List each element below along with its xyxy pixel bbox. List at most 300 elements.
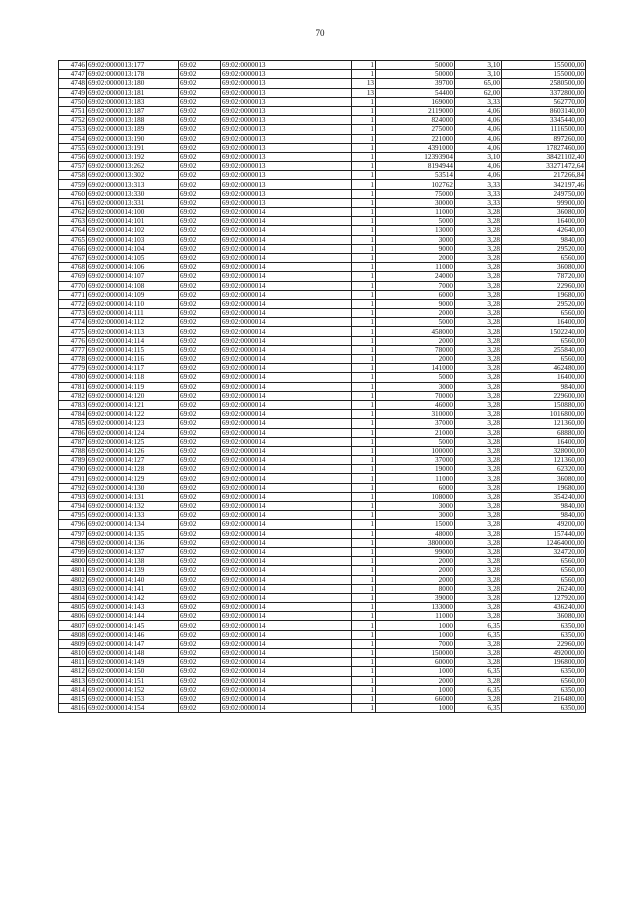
table-row <box>59 70 586 79</box>
cadastral-number-cell: 69:02:0000014:150 <box>87 667 179 676</box>
cadastral-quarter-cell: 69:02:0000014 <box>221 649 352 658</box>
district-code-cell: 69:02 <box>179 428 221 437</box>
row-number-cell: 4785 <box>59 419 87 428</box>
area-cell: 9000 <box>376 299 455 308</box>
row-number-cell: 4779 <box>59 364 87 373</box>
cadastral-value-cell: 6350,00 <box>502 630 586 639</box>
row-number-cell: 4809 <box>59 639 87 648</box>
row-number-cell: 4789 <box>59 456 87 465</box>
area-cell: 19000 <box>376 465 455 474</box>
specific-value-cell: 3,28 <box>455 244 502 253</box>
area-cell: 3000 <box>376 235 455 244</box>
specific-value-cell: 3,28 <box>455 309 502 318</box>
cadastral-number-cell: 69:02:0000014:124 <box>87 428 179 437</box>
area-cell: 5000 <box>376 373 455 382</box>
district-code-cell: 69:02 <box>179 639 221 648</box>
specific-value-cell: 3,28 <box>455 529 502 538</box>
row-number-cell: 4806 <box>59 612 87 621</box>
cadastral-quarter-cell: 69:02:0000013 <box>221 134 352 143</box>
cadastral-value-cell: 99900,00 <box>502 198 586 207</box>
cadastral-number-cell: 69:02:0000014:144 <box>87 612 179 621</box>
cadastral-number-cell: 69:02:0000013:190 <box>87 134 179 143</box>
cadastral-value-cell: 6560,00 <box>502 676 586 685</box>
cadastral-quarter-cell: 69:02:0000014 <box>221 593 352 602</box>
cadastral-value-cell: 78720,00 <box>502 272 586 281</box>
specific-value-cell: 6,35 <box>455 667 502 676</box>
group-code-cell: 1 <box>352 502 376 511</box>
cadastral-number-cell: 69:02:0000014:133 <box>87 511 179 520</box>
district-code-cell: 69:02 <box>179 382 221 391</box>
cadastral-quarter-cell: 69:02:0000014 <box>221 465 352 474</box>
row-number-cell: 4801 <box>59 566 87 575</box>
specific-value-cell: 3,28 <box>455 566 502 575</box>
district-code-cell: 69:02 <box>179 70 221 79</box>
cadastral-number-cell: 69:02:0000014:146 <box>87 630 179 639</box>
specific-value-cell: 3,28 <box>455 557 502 566</box>
row-number-cell: 4750 <box>59 97 87 106</box>
row-number-cell: 4786 <box>59 428 87 437</box>
cadastral-number-cell: 69:02:0000014:123 <box>87 419 179 428</box>
cadastral-number-cell: 69:02:0000013:180 <box>87 79 179 88</box>
group-code-cell: 1 <box>352 180 376 189</box>
row-number-cell: 4751 <box>59 106 87 115</box>
cadastral-quarter-cell: 69:02:0000014 <box>221 327 352 336</box>
area-cell: 141000 <box>376 364 455 373</box>
row-number-cell: 4758 <box>59 171 87 180</box>
group-code-cell: 1 <box>352 70 376 79</box>
cadastral-value-cell: 3372800,00 <box>502 88 586 97</box>
specific-value-cell: 6,35 <box>455 621 502 630</box>
area-cell: 169000 <box>376 97 455 106</box>
group-code-cell: 1 <box>352 235 376 244</box>
specific-value-cell: 3,28 <box>455 336 502 345</box>
area-cell: 70000 <box>376 391 455 400</box>
table-row <box>59 79 586 88</box>
row-number-cell: 4759 <box>59 180 87 189</box>
table-body <box>59 61 586 713</box>
district-code-cell: 69:02 <box>179 61 221 70</box>
area-cell: 1000 <box>376 630 455 639</box>
specific-value-cell: 3,28 <box>455 419 502 428</box>
district-code-cell: 69:02 <box>179 180 221 189</box>
specific-value-cell: 6,35 <box>455 685 502 694</box>
cadastral-quarter-cell: 69:02:0000014 <box>221 547 352 556</box>
district-code-cell: 69:02 <box>179 446 221 455</box>
district-code-cell: 69:02 <box>179 171 221 180</box>
table-row <box>59 676 586 685</box>
cadastral-number-cell: 69:02:0000014:114 <box>87 336 179 345</box>
district-code-cell: 69:02 <box>179 547 221 556</box>
cadastral-quarter-cell: 69:02:0000014 <box>221 483 352 492</box>
specific-value-cell: 3,28 <box>455 649 502 658</box>
group-code-cell: 1 <box>352 336 376 345</box>
specific-value-cell: 4,06 <box>455 106 502 115</box>
district-code-cell: 69:02 <box>179 198 221 207</box>
district-code-cell: 69:02 <box>179 520 221 529</box>
cadastral-value-cell: 436240,00 <box>502 603 586 612</box>
group-code-cell: 1 <box>352 134 376 143</box>
row-number-cell: 4774 <box>59 318 87 327</box>
cadastral-number-cell: 69:02:0000013:181 <box>87 88 179 97</box>
specific-value-cell: 3,28 <box>455 290 502 299</box>
table-row <box>59 538 586 547</box>
cadastral-value-cell: 1016800,00 <box>502 410 586 419</box>
row-number-cell: 4755 <box>59 143 87 152</box>
row-number-cell: 4752 <box>59 116 87 125</box>
group-code-cell: 1 <box>352 162 376 171</box>
row-number-cell: 4799 <box>59 547 87 556</box>
cadastral-quarter-cell: 69:02:0000014 <box>221 685 352 694</box>
cadastral-number-cell: 69:02:0000014:149 <box>87 658 179 667</box>
district-code-cell: 69:02 <box>179 593 221 602</box>
cadastral-quarter-cell: 69:02:0000014 <box>221 667 352 676</box>
cadastral-value-cell: 6350,00 <box>502 621 586 630</box>
cadastral-value-cell: 29520,00 <box>502 244 586 253</box>
cadastral-quarter-cell: 69:02:0000014 <box>221 419 352 428</box>
cadastral-value-cell: 68880,00 <box>502 428 586 437</box>
district-code-cell: 69:02 <box>179 400 221 409</box>
district-code-cell: 69:02 <box>179 612 221 621</box>
group-code-cell: 1 <box>352 226 376 235</box>
area-cell: 60000 <box>376 658 455 667</box>
cadastral-value-table <box>58 60 586 713</box>
district-code-cell: 69:02 <box>179 465 221 474</box>
cadastral-quarter-cell: 69:02:0000014 <box>221 676 352 685</box>
cadastral-value-cell: 216480,00 <box>502 694 586 703</box>
specific-value-cell: 4,06 <box>455 134 502 143</box>
group-code-cell: 1 <box>352 437 376 446</box>
row-number-cell: 4792 <box>59 483 87 492</box>
cadastral-quarter-cell: 69:02:0000014 <box>221 446 352 455</box>
group-code-cell: 13 <box>352 88 376 97</box>
specific-value-cell: 3,28 <box>455 272 502 281</box>
cadastral-number-cell: 69:02:0000014:107 <box>87 272 179 281</box>
cadastral-quarter-cell: 69:02:0000013 <box>221 97 352 106</box>
table-row <box>59 272 586 281</box>
cadastral-quarter-cell: 69:02:0000014 <box>221 263 352 272</box>
cadastral-number-cell: 69:02:0000013:189 <box>87 125 179 134</box>
cadastral-value-cell: 324720,00 <box>502 547 586 556</box>
row-number-cell: 4782 <box>59 391 87 400</box>
table-row <box>59 612 586 621</box>
table-row <box>59 263 586 272</box>
cadastral-value-cell: 22960,00 <box>502 281 586 290</box>
row-number-cell: 4794 <box>59 502 87 511</box>
table-row <box>59 685 586 694</box>
cadastral-quarter-cell: 69:02:0000014 <box>221 584 352 593</box>
row-number-cell: 4807 <box>59 621 87 630</box>
specific-value-cell: 3,28 <box>455 694 502 703</box>
group-code-cell: 1 <box>352 400 376 409</box>
area-cell: 39700 <box>376 79 455 88</box>
specific-value-cell: 3,28 <box>455 382 502 391</box>
cadastral-value-cell: 36080,00 <box>502 474 586 483</box>
specific-value-cell: 3,28 <box>455 428 502 437</box>
group-code-cell: 1 <box>352 345 376 354</box>
row-number-cell: 4765 <box>59 235 87 244</box>
cadastral-value-cell: 354240,00 <box>502 492 586 501</box>
cadastral-number-cell: 69:02:0000014:130 <box>87 483 179 492</box>
table-row <box>59 465 586 474</box>
row-number-cell: 4798 <box>59 538 87 547</box>
cadastral-quarter-cell: 69:02:0000014 <box>221 456 352 465</box>
row-number-cell: 4749 <box>59 88 87 97</box>
row-number-cell: 4748 <box>59 79 87 88</box>
row-number-cell: 4781 <box>59 382 87 391</box>
area-cell: 6000 <box>376 290 455 299</box>
group-code-cell: 1 <box>352 446 376 455</box>
table-row <box>59 355 586 364</box>
area-cell: 221000 <box>376 134 455 143</box>
table-row <box>59 603 586 612</box>
row-number-cell: 4805 <box>59 603 87 612</box>
specific-value-cell: 3,33 <box>455 189 502 198</box>
row-number-cell: 4800 <box>59 557 87 566</box>
cadastral-number-cell: 69:02:0000014:106 <box>87 263 179 272</box>
area-cell: 458000 <box>376 327 455 336</box>
district-code-cell: 69:02 <box>179 603 221 612</box>
cadastral-value-cell: 6560,00 <box>502 575 586 584</box>
specific-value-cell: 3,28 <box>455 355 502 364</box>
district-code-cell: 69:02 <box>179 538 221 547</box>
row-number-cell: 4797 <box>59 529 87 538</box>
cadastral-quarter-cell: 69:02:0000014 <box>221 290 352 299</box>
cadastral-number-cell: 69:02:0000014:111 <box>87 309 179 318</box>
row-number-cell: 4796 <box>59 520 87 529</box>
cadastral-value-cell: 36080,00 <box>502 263 586 272</box>
district-code-cell: 69:02 <box>179 143 221 152</box>
area-cell: 2000 <box>376 557 455 566</box>
area-cell: 6000 <box>376 483 455 492</box>
table-row <box>59 391 586 400</box>
row-number-cell: 4769 <box>59 272 87 281</box>
specific-value-cell: 65,00 <box>455 79 502 88</box>
district-code-cell: 69:02 <box>179 676 221 685</box>
cadastral-number-cell: 69:02:0000014:110 <box>87 299 179 308</box>
table-row <box>59 327 586 336</box>
group-code-cell: 1 <box>352 290 376 299</box>
specific-value-cell: 3,28 <box>455 253 502 262</box>
row-number-cell: 4814 <box>59 685 87 694</box>
cadastral-value-cell: 562770,00 <box>502 97 586 106</box>
cadastral-value-cell: 29520,00 <box>502 299 586 308</box>
area-cell: 21000 <box>376 428 455 437</box>
specific-value-cell: 3,33 <box>455 97 502 106</box>
cadastral-value-cell: 9840,00 <box>502 511 586 520</box>
table-row <box>59 446 586 455</box>
row-number-cell: 4783 <box>59 400 87 409</box>
cadastral-quarter-cell: 69:02:0000014 <box>221 511 352 520</box>
row-number-cell: 4763 <box>59 217 87 226</box>
specific-value-cell: 3,28 <box>455 208 502 217</box>
row-number-cell: 4776 <box>59 336 87 345</box>
group-code-cell: 1 <box>352 667 376 676</box>
area-cell: 99000 <box>376 547 455 556</box>
group-code-cell: 1 <box>352 704 376 713</box>
group-code-cell: 1 <box>352 694 376 703</box>
table-row <box>59 345 586 354</box>
area-cell: 150000 <box>376 649 455 658</box>
group-code-cell: 1 <box>352 612 376 621</box>
row-number-cell: 4793 <box>59 492 87 501</box>
area-cell: 275000 <box>376 125 455 134</box>
table-row <box>59 171 586 180</box>
cadastral-number-cell: 69:02:0000014:140 <box>87 575 179 584</box>
cadastral-value-cell: 249750,00 <box>502 189 586 198</box>
cadastral-quarter-cell: 69:02:0000014 <box>221 309 352 318</box>
specific-value-cell: 3,28 <box>455 281 502 290</box>
area-cell: 7000 <box>376 639 455 648</box>
area-cell: 12393904 <box>376 152 455 161</box>
specific-value-cell: 62,00 <box>455 88 502 97</box>
specific-value-cell: 3,28 <box>455 483 502 492</box>
cadastral-number-cell: 69:02:0000013:313 <box>87 180 179 189</box>
row-number-cell: 4761 <box>59 198 87 207</box>
area-cell: 48000 <box>376 529 455 538</box>
row-number-cell: 4762 <box>59 208 87 217</box>
area-cell: 3000 <box>376 502 455 511</box>
specific-value-cell: 3,28 <box>455 658 502 667</box>
area-cell: 5000 <box>376 318 455 327</box>
cadastral-value-cell: 127920,00 <box>502 593 586 602</box>
district-code-cell: 69:02 <box>179 437 221 446</box>
cadastral-value-cell: 9840,00 <box>502 502 586 511</box>
cadastral-quarter-cell: 69:02:0000014 <box>221 529 352 538</box>
cadastral-quarter-cell: 69:02:0000014 <box>221 235 352 244</box>
row-number-cell: 4813 <box>59 676 87 685</box>
row-number-cell: 4790 <box>59 465 87 474</box>
cadastral-value-cell: 6560,00 <box>502 309 586 318</box>
row-number-cell: 4811 <box>59 658 87 667</box>
group-code-cell: 1 <box>352 474 376 483</box>
table-row <box>59 382 586 391</box>
specific-value-cell: 3,28 <box>455 502 502 511</box>
specific-value-cell: 3,28 <box>455 520 502 529</box>
cadastral-value-cell: 33271472,64 <box>502 162 586 171</box>
cadastral-quarter-cell: 69:02:0000013 <box>221 88 352 97</box>
cadastral-quarter-cell: 69:02:0000014 <box>221 621 352 630</box>
group-code-cell: 1 <box>352 217 376 226</box>
cadastral-value-cell: 16400,00 <box>502 318 586 327</box>
district-code-cell: 69:02 <box>179 152 221 161</box>
district-code-cell: 69:02 <box>179 658 221 667</box>
table-row <box>59 336 586 345</box>
cadastral-number-cell: 69:02:0000013:192 <box>87 152 179 161</box>
cadastral-value-cell: 19680,00 <box>502 290 586 299</box>
table-row <box>59 621 586 630</box>
area-cell: 75000 <box>376 189 455 198</box>
cadastral-value-cell: 150880,00 <box>502 400 586 409</box>
specific-value-cell: 3,28 <box>455 235 502 244</box>
area-cell: 2000 <box>376 253 455 262</box>
group-code-cell: 1 <box>352 373 376 382</box>
group-code-cell: 1 <box>352 584 376 593</box>
cadastral-value-cell: 6350,00 <box>502 667 586 676</box>
district-code-cell: 69:02 <box>179 630 221 639</box>
table-row <box>59 658 586 667</box>
row-number-cell: 4788 <box>59 446 87 455</box>
district-code-cell: 69:02 <box>179 474 221 483</box>
specific-value-cell: 3,28 <box>455 446 502 455</box>
table-row <box>59 593 586 602</box>
table-row <box>59 208 586 217</box>
table-row <box>59 529 586 538</box>
cadastral-quarter-cell: 69:02:0000014 <box>221 208 352 217</box>
cadastral-value-cell: 49200,00 <box>502 520 586 529</box>
table-row <box>59 474 586 483</box>
group-code-cell: 1 <box>352 382 376 391</box>
district-code-cell: 69:02 <box>179 299 221 308</box>
district-code-cell: 69:02 <box>179 391 221 400</box>
table-row <box>59 649 586 658</box>
row-number-cell: 4777 <box>59 345 87 354</box>
specific-value-cell: 4,06 <box>455 116 502 125</box>
cadastral-number-cell: 69:02:0000014:154 <box>87 704 179 713</box>
cadastral-value-cell: 16400,00 <box>502 373 586 382</box>
cadastral-quarter-cell: 69:02:0000014 <box>221 557 352 566</box>
specific-value-cell: 3,28 <box>455 456 502 465</box>
district-code-cell: 69:02 <box>179 345 221 354</box>
area-cell: 54400 <box>376 88 455 97</box>
cadastral-value-cell: 342197,46 <box>502 180 586 189</box>
group-code-cell: 1 <box>352 299 376 308</box>
cadastral-value-cell: 42640,00 <box>502 226 586 235</box>
cadastral-quarter-cell: 69:02:0000014 <box>221 217 352 226</box>
area-cell: 37000 <box>376 456 455 465</box>
cadastral-value-cell: 26240,00 <box>502 584 586 593</box>
cadastral-value-cell: 121360,00 <box>502 419 586 428</box>
cadastral-quarter-cell: 69:02:0000014 <box>221 299 352 308</box>
row-number-cell: 4766 <box>59 244 87 253</box>
cadastral-number-cell: 69:02:0000014:104 <box>87 244 179 253</box>
cadastral-value-cell: 38421102,40 <box>502 152 586 161</box>
cadastral-quarter-cell: 69:02:0000013 <box>221 189 352 198</box>
cadastral-number-cell: 69:02:0000014:152 <box>87 685 179 694</box>
cadastral-value-cell: 8603140,00 <box>502 106 586 115</box>
area-cell: 3800000 <box>376 538 455 547</box>
cadastral-number-cell: 69:02:0000014:137 <box>87 547 179 556</box>
cadastral-number-cell: 69:02:0000013:191 <box>87 143 179 152</box>
cadastral-value-cell: 1116500,00 <box>502 125 586 134</box>
table-row <box>59 61 586 70</box>
cadastral-value-cell: 6560,00 <box>502 355 586 364</box>
specific-value-cell: 3,28 <box>455 492 502 501</box>
group-code-cell: 1 <box>352 511 376 520</box>
area-cell: 1000 <box>376 704 455 713</box>
group-code-cell: 1 <box>352 198 376 207</box>
cadastral-value-cell: 17827460,00 <box>502 143 586 152</box>
area-cell: 1000 <box>376 667 455 676</box>
district-code-cell: 69:02 <box>179 685 221 694</box>
area-cell: 4391000 <box>376 143 455 152</box>
district-code-cell: 69:02 <box>179 309 221 318</box>
table-row <box>59 694 586 703</box>
row-number-cell: 4767 <box>59 253 87 262</box>
area-cell: 102762 <box>376 180 455 189</box>
row-number-cell: 4764 <box>59 226 87 235</box>
specific-value-cell: 3,28 <box>455 391 502 400</box>
area-cell: 50000 <box>376 70 455 79</box>
area-cell: 5000 <box>376 437 455 446</box>
group-code-cell: 1 <box>352 649 376 658</box>
area-cell: 2000 <box>376 336 455 345</box>
group-code-cell: 1 <box>352 428 376 437</box>
specific-value-cell: 3,28 <box>455 511 502 520</box>
specific-value-cell: 6,35 <box>455 630 502 639</box>
cadastral-quarter-cell: 69:02:0000014 <box>221 400 352 409</box>
cadastral-quarter-cell: 69:02:0000013 <box>221 125 352 134</box>
group-code-cell: 1 <box>352 566 376 575</box>
